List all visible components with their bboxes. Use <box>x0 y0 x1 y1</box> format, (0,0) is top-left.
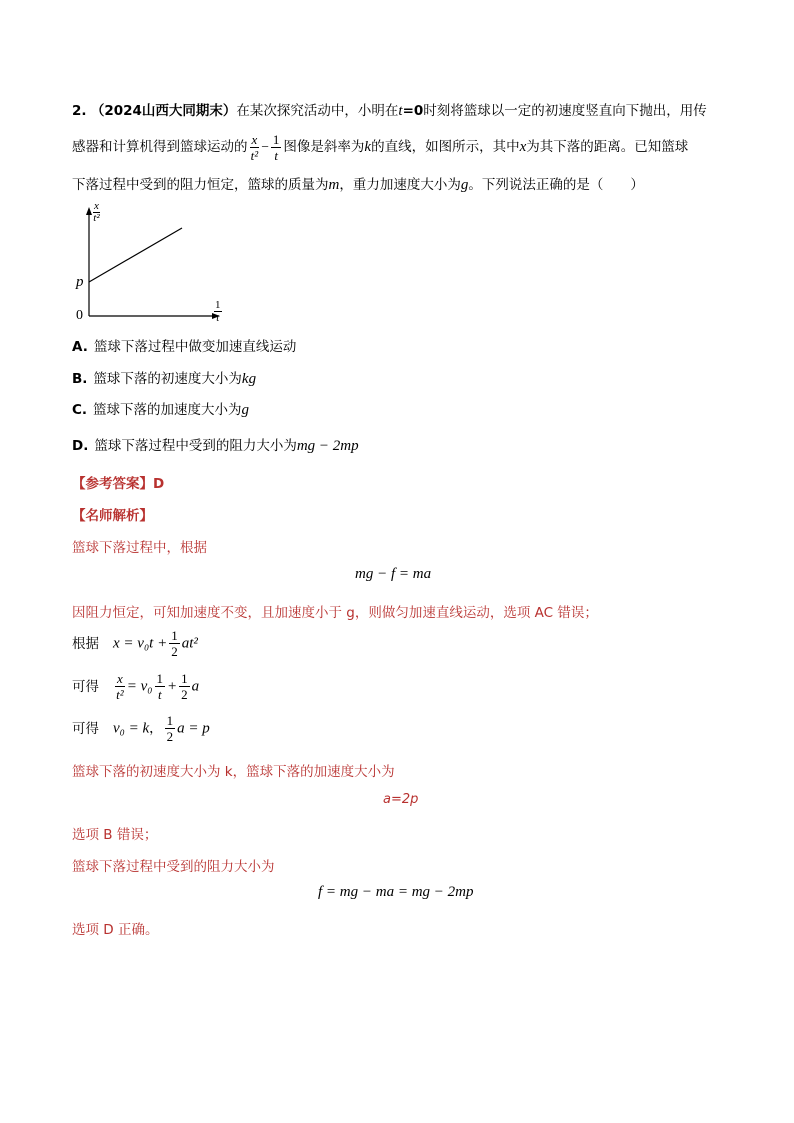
frac-num: 1 <box>272 131 280 147</box>
question-text: 的直线，如图所示，其中 <box>371 139 520 155</box>
option-letter: D. <box>72 438 89 454</box>
option-math: kg <box>241 371 257 387</box>
y-axis-label <box>93 201 100 224</box>
question-number: 2. <box>72 103 87 119</box>
x-label-den: t <box>216 312 220 324</box>
question-text: ，重力加速度大小为 <box>339 177 461 193</box>
option-b <box>72 367 256 388</box>
fraction-half <box>179 671 190 702</box>
var-k: k <box>364 139 372 155</box>
frac-den: t² <box>116 687 124 702</box>
frac-num: 1 <box>156 671 164 686</box>
label: 根据 <box>72 635 99 652</box>
solution-line: 篮球下落的初速度大小为 k，篮球下落的加速度大小为 <box>72 764 395 780</box>
frac-num: x <box>251 131 258 147</box>
option-letter: A. <box>72 339 88 355</box>
option-a <box>72 335 296 355</box>
reference-answer: 【参考答案】D <box>72 476 165 492</box>
option-math: g <box>241 402 250 418</box>
solution-line: 篮球下落过程中，根据 <box>72 540 207 556</box>
option-d <box>72 434 359 455</box>
label: 可得 <box>72 678 99 695</box>
minus-sign: − <box>261 139 269 154</box>
option-text: 篮球下落的加速度大小为 <box>93 402 242 418</box>
var-x: x <box>519 139 527 155</box>
frac-den: t <box>274 147 278 163</box>
eq-part: = v₀ <box>126 678 153 695</box>
solution-line: 因阻力恒定，可知加速度不变，且加速度小于 g，则做匀加速直线运动，选项 AC 错误； <box>72 605 598 621</box>
var-t: t <box>398 103 403 119</box>
frac-den: t² <box>250 147 259 163</box>
fraction-half <box>165 713 176 744</box>
y-axis-arrow <box>86 207 92 215</box>
equation-newton: mg − f = ma <box>355 566 432 582</box>
solution-line: 篮球下落过程中受到的阻力大小为 <box>72 859 275 875</box>
eq-part: at² <box>181 635 198 652</box>
solution-line: 选项 B 错误； <box>72 827 158 843</box>
question-source: （2024山西大同期末） <box>90 103 237 119</box>
eq-part: v₀ = k <box>113 720 150 737</box>
option-letter: C. <box>72 402 88 418</box>
frac-num: 1 <box>166 713 174 728</box>
frac-den: 2 <box>181 687 188 702</box>
plus-sign: + <box>167 678 178 695</box>
eq-part: a = p <box>177 720 210 737</box>
var-g: g <box>460 177 469 193</box>
question-text: 下落过程中受到的阻力恒定，篮球的质量为 <box>72 177 329 193</box>
option-math: mg − 2mp <box>296 438 359 454</box>
comma: ， <box>149 720 163 737</box>
intercept-label: p <box>76 274 84 290</box>
question-line-3 <box>72 175 644 195</box>
solution-kinematics <box>72 628 198 659</box>
eq-part: x = v₀t + <box>113 635 168 652</box>
graph-line <box>89 228 182 282</box>
label: 可得 <box>72 720 99 737</box>
var-m: m <box>328 177 340 193</box>
eq-part: a <box>191 678 200 695</box>
fraction-1-over-t <box>271 132 282 163</box>
question-text: 为其下落的距离。已知篮球 <box>526 139 689 155</box>
fraction-half <box>169 628 180 659</box>
fraction-x-over-t2 <box>250 132 260 163</box>
equation-a-2p: a=2p <box>383 792 419 807</box>
x-axis-label <box>214 299 222 324</box>
eq-zero: =0 <box>402 103 424 119</box>
y-label-den: t² <box>93 212 100 224</box>
frac-den: t <box>157 687 162 702</box>
option-text: 篮球下落过程中受到的阻力大小为 <box>94 438 297 454</box>
frac-den: 2 <box>171 644 178 659</box>
equation-friction: f = mg − ma = mg − 2mp <box>318 884 474 900</box>
analysis-heading: 【名师解析】 <box>72 508 153 524</box>
frac-num: 1 <box>171 628 178 643</box>
fraction-x-over-t2 <box>115 671 125 702</box>
question-text: 图像是斜率为 <box>283 139 365 155</box>
fraction-1-over-t <box>155 671 166 702</box>
frac-num: x <box>117 671 123 686</box>
solution-result <box>72 713 210 744</box>
origin-label: 0 <box>76 308 83 323</box>
question-line-2 <box>72 129 688 165</box>
option-text: 篮球下落的初速度大小为 <box>93 371 242 387</box>
question-text: 感器和计算机得到篮球运动的 <box>72 139 248 155</box>
frac-den: 2 <box>166 729 174 744</box>
question-line-1 <box>72 101 707 121</box>
y-label-num: x <box>94 200 99 212</box>
option-text: 篮球下落过程中做变加速直线运动 <box>93 339 297 355</box>
x-label-num: 1 <box>215 299 221 311</box>
solution-line: 选项 D 正确。 <box>72 922 159 938</box>
frac-num: 1 <box>181 671 188 686</box>
solution-derived <box>72 671 199 702</box>
question-text: 时刻将篮球以一定的初速度竖直向下抛出，用传 <box>423 103 707 119</box>
option-letter: B. <box>72 371 88 387</box>
question-text: 。下列说法正确的是（ ） <box>468 177 644 193</box>
option-c <box>72 398 249 419</box>
question-text: 在某次探究活动中，小明在 <box>236 103 399 119</box>
